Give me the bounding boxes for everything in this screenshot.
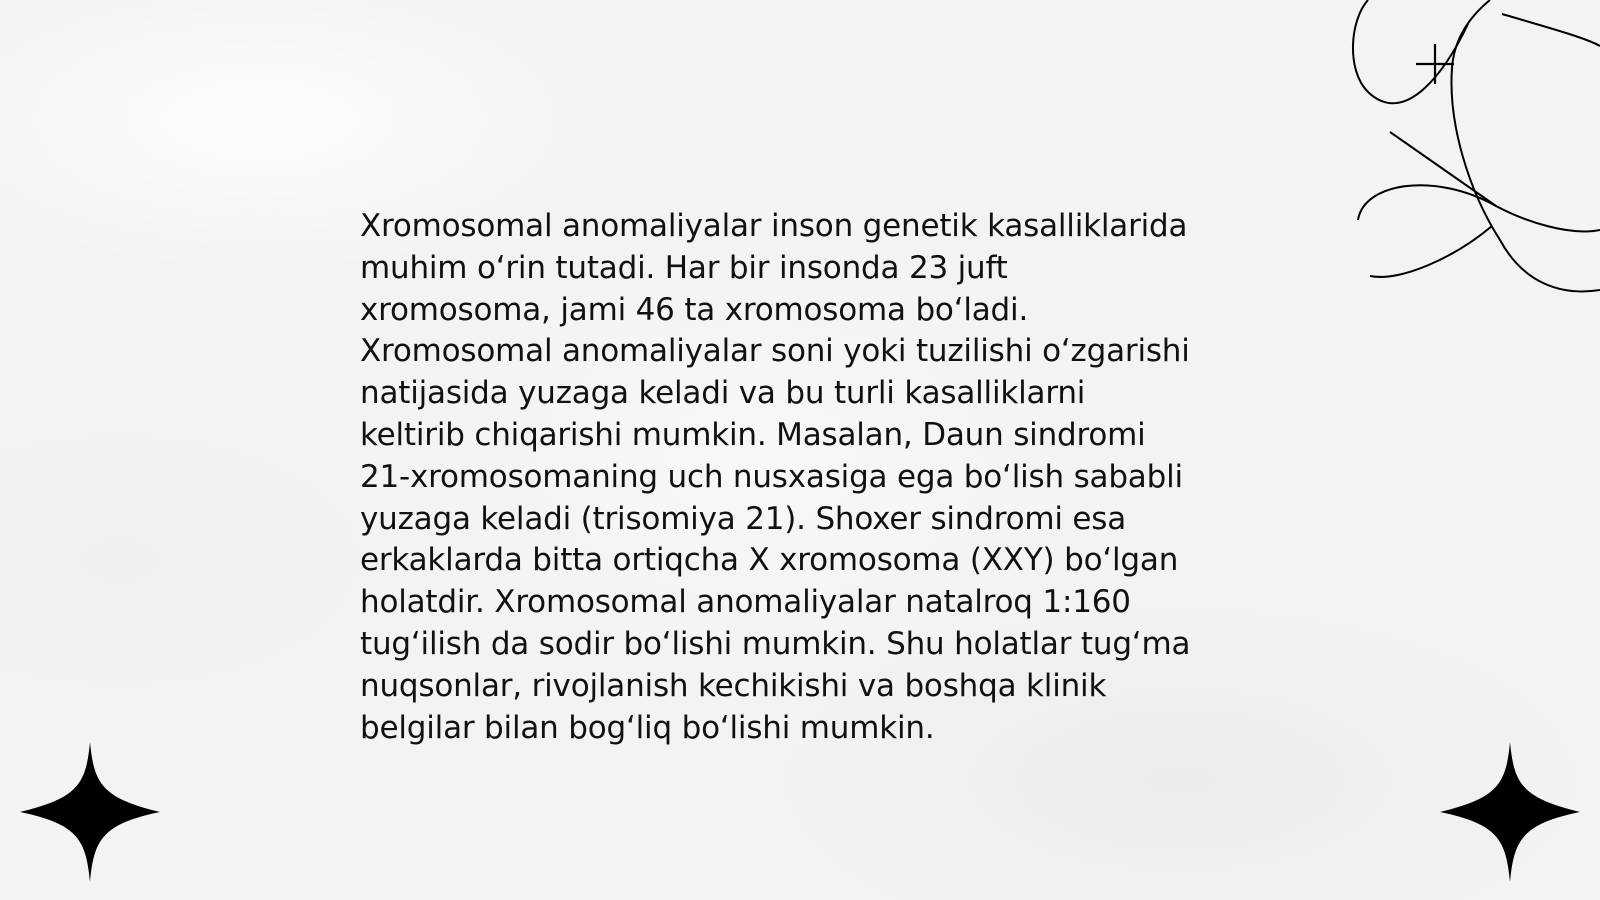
- orbit-cross-line: [1390, 132, 1496, 206]
- four-point-star-icon: [1440, 742, 1580, 882]
- orbit-tail-lower-left: [1370, 226, 1492, 277]
- orbit-tail-right: [1502, 14, 1600, 46]
- orbit-lines-icon: [1350, 0, 1600, 300]
- four-point-star-icon: [20, 742, 160, 882]
- sparkle-icon: [1416, 44, 1454, 84]
- orbit-swoop-lower: [1358, 185, 1600, 231]
- orbit-ellipse-large: [1451, 0, 1600, 291]
- slide-body-text: Xromosomal anomaliyalar inson genetik kasalliklarida muhim oʻrin tutadi. Har bir insonda 23 juft xromosoma, jami 46 ta xromosoma boʻladi. Xromosomal anomaliyalar soni yoki tuzilishi oʻzgarishi natijasida yuzaga keladi va bu turli kasalliklarni keltirib chiqarishi mumkin. Masalan, Daun sindromi 21-xromosomaning uch nusxasiga ega boʻlish sababli yuzaga keladi (trisomiya 21). Shoxer sindromi esa erkaklarda bitta ortiqcha X xromosoma (XXY) boʻlgan holatdir. Xromosomal anomaliyalar natalroq 1:160 tugʻilish da sodir boʻlishi mumkin. Shu holatlar tugʻma nuqsonlar, rivojlanish kechikishi va boshqa klinik belgilar bilan bogʻliq boʻlishi mumkin.: [360, 208, 1191, 746]
